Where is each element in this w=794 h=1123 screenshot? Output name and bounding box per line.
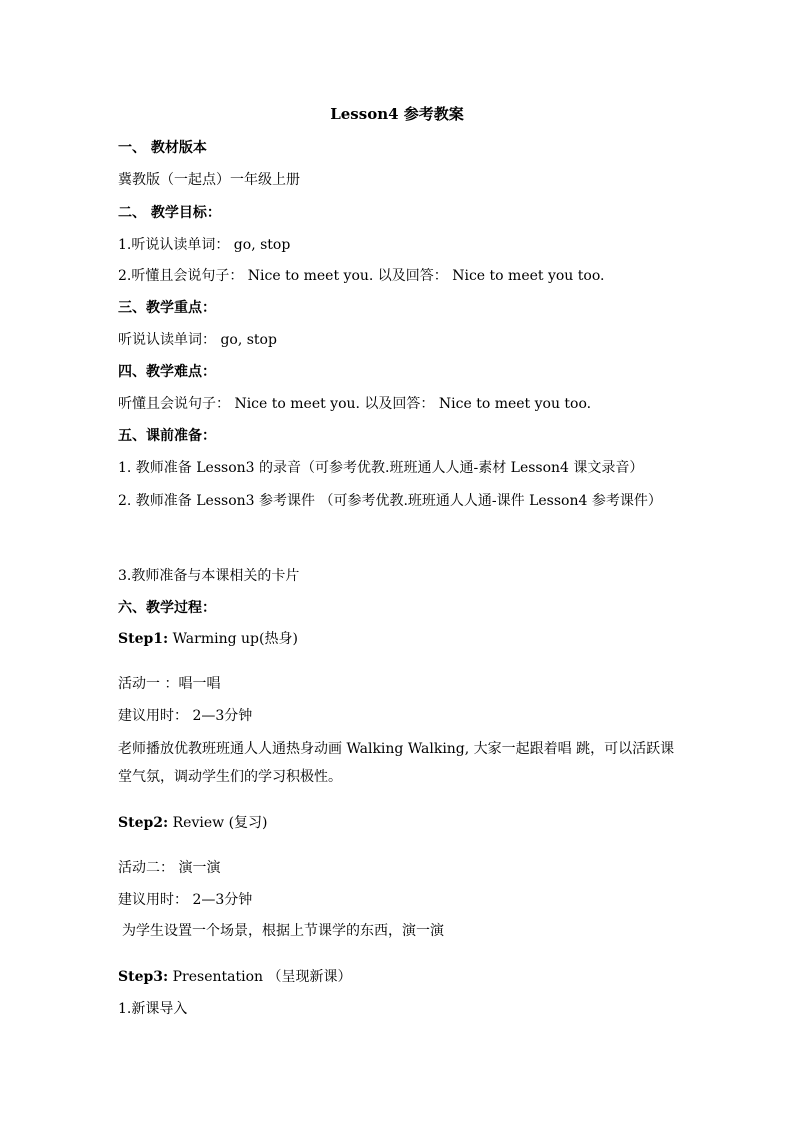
activity-1-desc: 老师播放优教班班通人人通热身动画 Walking Walking, 大家一起跟着唱 跳，可以活跃课堂气氛，调动学生们的学习积极性。 [118,741,675,785]
activity-1-name: 活动一 ：唱一唱 [118,676,221,692]
step3-text: Presentation （呈现新课） [168,969,352,985]
step2-label: Step2: [118,815,169,831]
section-5-item-1: 1. 教师准备 Lesson3 的录音（可参考优教.班班通人人通-素材 Lesson4 课文录音） [118,460,644,476]
step1-text: Warming up(热身) [168,631,298,647]
step3-label: Step3: [118,969,169,985]
section-6-heading: 六、教学过程： [118,600,216,616]
document-title: Lesson4 参考教案 [330,105,464,123]
section-5-heading: 五、课前准备： [118,428,216,444]
activity-2-name: 活动二： 演一演 [118,860,221,876]
section-3-heading: 三、教学重点： [118,300,216,316]
step2-text: Review (复习) [168,815,268,831]
activity-2-time: 建议用时： 2—3分钟 [118,892,253,908]
section-2-item-1: 1.听说认读单词： go, stop [118,237,291,253]
section-3-text: 听说认读单词： go, stop [118,332,277,348]
step3-line [118,967,352,987]
subsection-1-title: 1.新课导入 [118,1001,188,1017]
section-1-text: 冀教版（一起点）一年级上册 [118,172,300,188]
section-1-heading: 一、 教材版本 [118,140,207,156]
activity-2-desc: 为学生设置一个场景，根据上节课学的东西，演一演 [122,923,444,939]
step1-label: Step1: [118,631,169,647]
step2-line [118,813,268,833]
section-5-item-3: 3.教师准备与本课相关的卡片 [118,568,300,584]
section-4-heading: 四、教学难点： [118,364,216,380]
section-2-heading: 二、 教学目标： [118,205,221,221]
step1-line [118,629,298,649]
section-2-item-2: 2.听懂且会说句子： Nice to meet you. 以及回答： Nice to meet you too. [118,268,605,284]
section-5-item-2: 2. 教师准备 Lesson3 参考课件 （可参考优教.班班通人人通-课件 Lesson4 参考课件） [118,493,662,509]
section-4-text: 听懂且会说句子： Nice to meet you. 以及回答： Nice to meet you too. [118,396,592,412]
activity-1-time: 建议用时： 2—3分钟 [118,708,253,724]
